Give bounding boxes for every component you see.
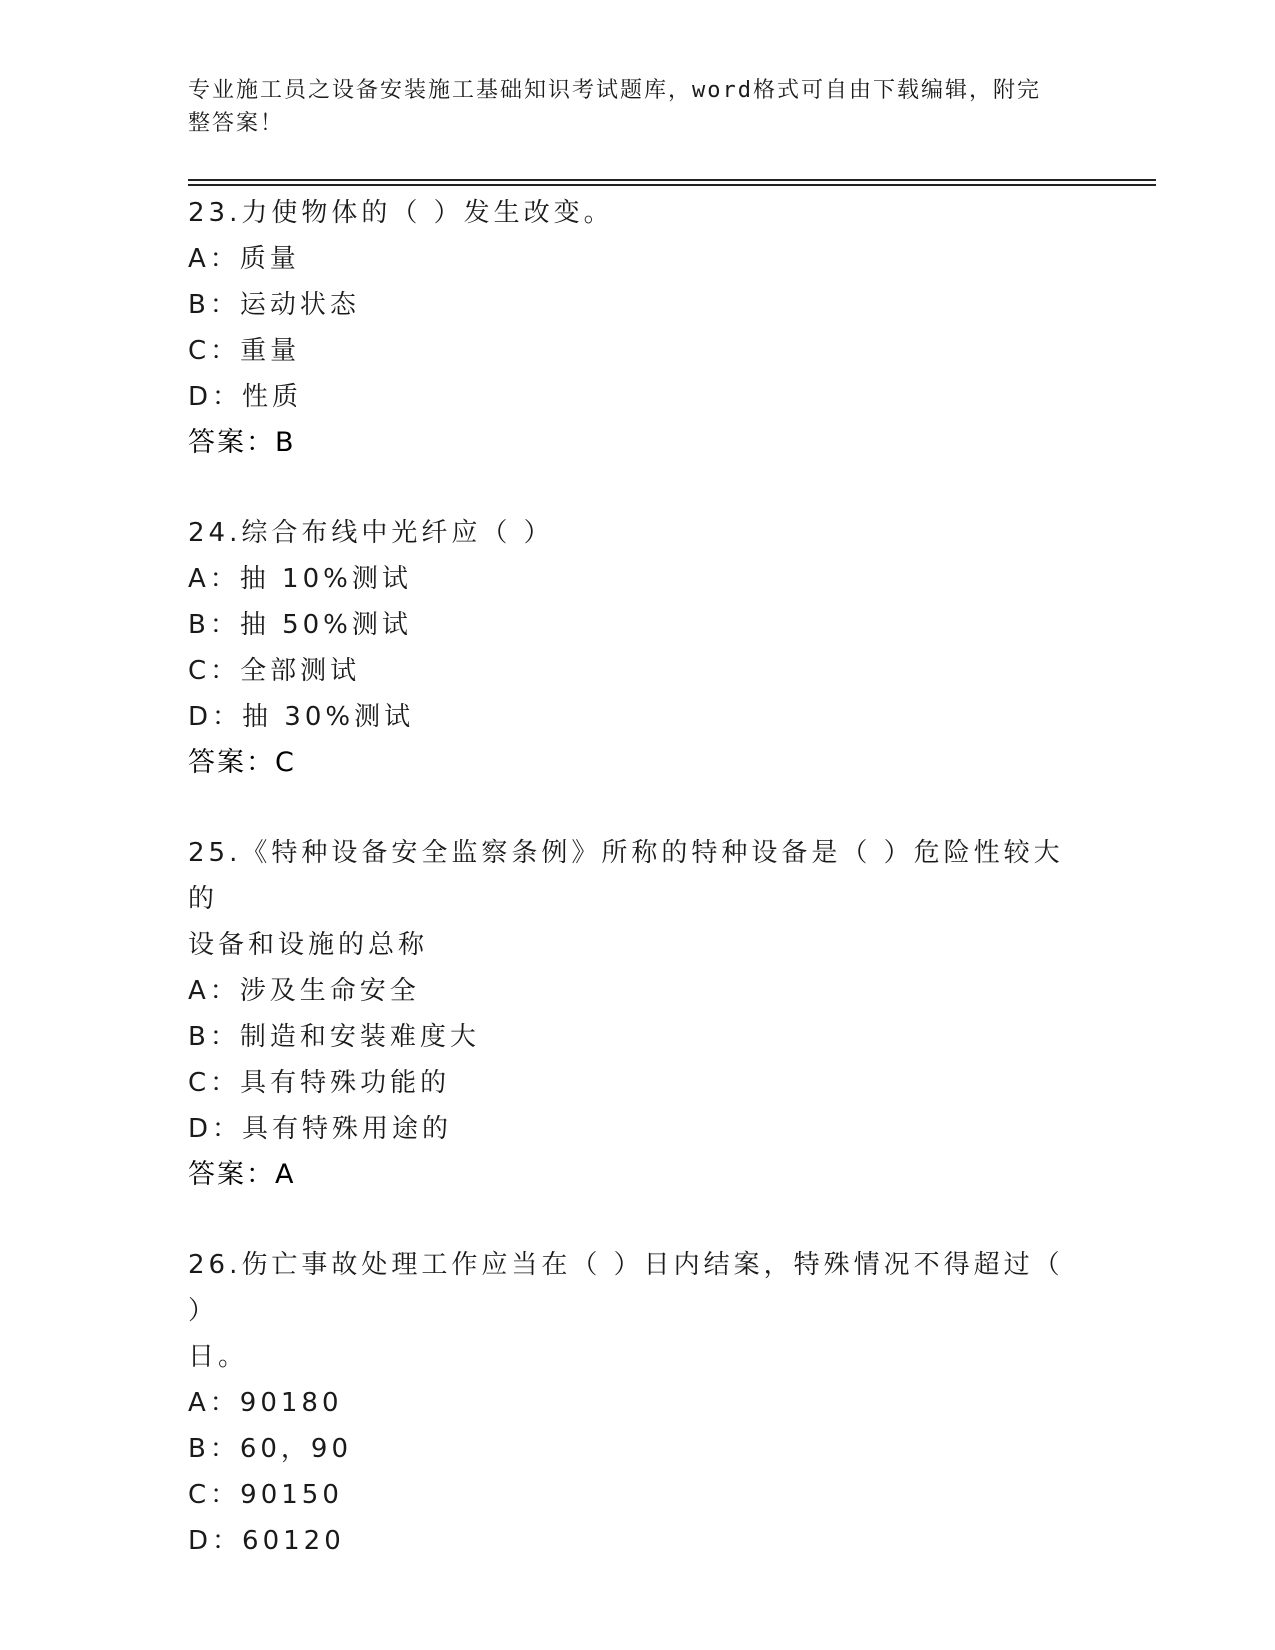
answer-line: 答案：C [188,747,296,778]
question-stem-line-1: 25.《特种设备安全监察条例》所称的特种设备是（ ）危险性较大的 [188,838,1064,914]
option-d: D：抽 30%测试 [188,702,415,732]
option-d: D：性质 [188,382,303,412]
option-a: A：抽 10%测试 [188,564,412,594]
header-divider-top [188,179,1156,181]
question-stem-line-2: 日。 [188,1342,249,1372]
answer-line: 答案：B [188,427,296,458]
question-stem: 23.力使物体的（ ）发生改变。 [188,198,614,228]
answer-line: 答案：A [188,1159,296,1190]
question-23 [188,190,1088,466]
header-divider-bottom [188,184,1156,186]
option-b: B：制造和安装难度大 [188,1022,480,1052]
option-c: C：全部测试 [188,656,361,686]
question-25 [188,830,1088,1198]
option-a: A：质量 [188,244,300,274]
question-stem-line-2: 设备和设施的总称 [188,930,429,960]
question-list [188,190,1088,1608]
document-header [188,74,1088,140]
header-line-2: 整答案！ [188,111,285,136]
option-b: B：60，90 [188,1434,353,1464]
question-stem-line-1: 26.伤亡事故处理工作应当在（ ）日内结案，特殊情况不得超过（ ） [188,1250,1076,1326]
question-stem: 24.综合布线中光纤应（ ） [188,518,554,548]
option-a: A：90180 [188,1388,343,1418]
option-c: C：重量 [188,336,301,366]
option-b: B：抽 50%测试 [188,610,412,640]
option-c: C：具有特殊功能的 [188,1068,451,1098]
option-d: D：具有特殊用途的 [188,1114,453,1144]
question-24 [188,510,1088,786]
option-a: A：涉及生命安全 [188,976,420,1006]
option-d: D：60120 [188,1526,345,1556]
question-26 [188,1242,1088,1564]
option-c: C：90150 [188,1480,343,1510]
header-line-1: 专业施工员之设备安装施工基础知识考试题库，word格式可自由下载编辑，附完 [188,78,1041,103]
option-b: B：运动状态 [188,290,360,320]
